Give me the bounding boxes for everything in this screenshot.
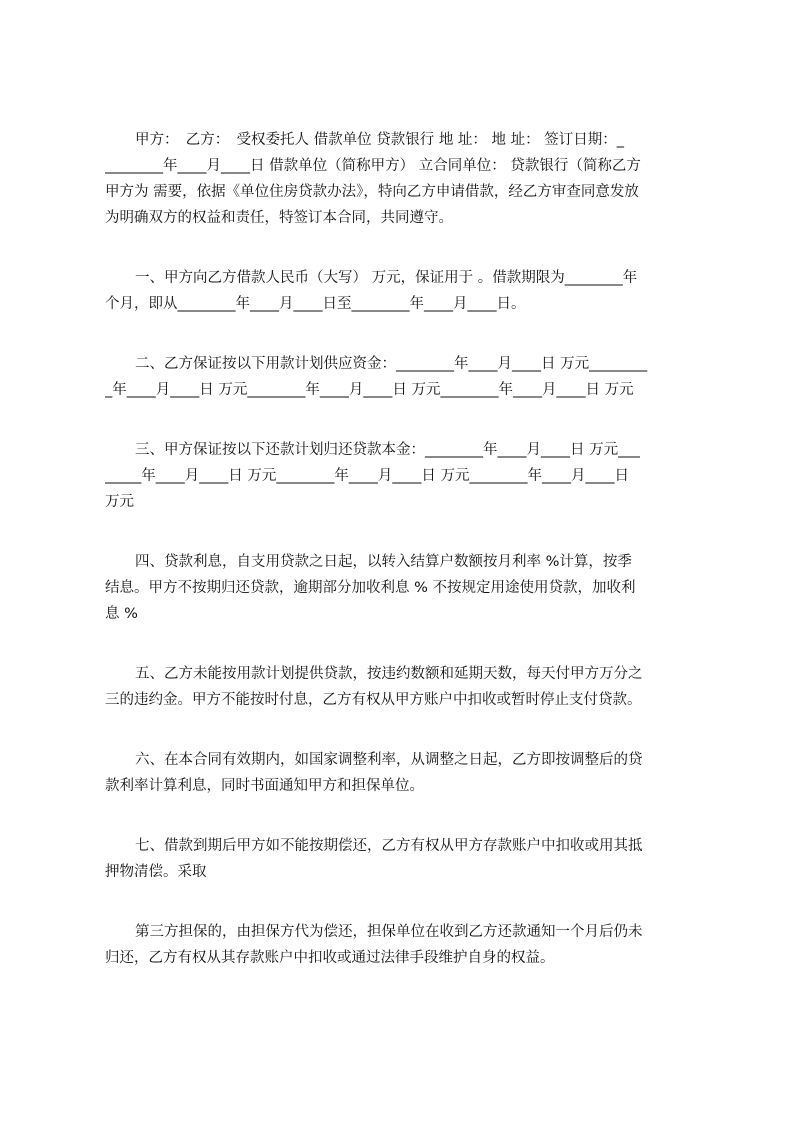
text-line: 个月，即从________年____月____日至________年____月____日。 bbox=[105, 296, 526, 312]
paragraph-gap bbox=[105, 317, 701, 351]
paragraph-clause-1 bbox=[105, 265, 701, 317]
paragraph-guarantee bbox=[105, 919, 701, 971]
paragraph-gap bbox=[105, 231, 701, 265]
contract-body bbox=[105, 127, 701, 971]
text-line: 一、甲方向乙方借款人民币（大写） 万元，保证用于 。借款期限为________年 bbox=[135, 270, 638, 286]
paragraph-parties bbox=[105, 127, 701, 231]
paragraph-gap bbox=[105, 627, 701, 661]
paragraph-gap bbox=[105, 713, 701, 747]
paragraph-clause-3 bbox=[105, 437, 701, 515]
text-line: 归还，乙方有权从其存款账户中扣收或通过法律手段维护自身的权益。 bbox=[105, 950, 555, 966]
text-line: 二、乙方保证按以下用款计划供应资金：________年____月____日 万元________ bbox=[135, 356, 648, 372]
paragraph-clause-4 bbox=[105, 549, 701, 627]
text-line: 六、在本合同有效期内，如国家调整利率，从调整之日起，乙方即按调整后的贷 bbox=[135, 752, 643, 768]
paragraph-clause-6 bbox=[105, 747, 701, 799]
text-line: 万元 bbox=[105, 494, 134, 510]
text-line: 押物清偿。采取 bbox=[105, 864, 207, 880]
text-line: 甲方为 需要，依据《单位住房贷款办法》，特向乙方申请借款，经乙方审查同意发放 bbox=[105, 184, 639, 200]
paragraph-gap bbox=[105, 403, 701, 437]
text-line: 第三方担保的，由担保方代为偿还，担保单位在收到乙方还款通知一个月后仍未 bbox=[135, 924, 643, 940]
text-line: 四、贷款利息，自支用贷款之日起，以转入结算户数额按月利率 %计算，按季 bbox=[135, 554, 632, 570]
paragraph-gap bbox=[105, 515, 701, 549]
paragraph-gap bbox=[105, 799, 701, 833]
text-line: 款利率计算利息，同时书面通知甲方和担保单位。 bbox=[105, 778, 424, 794]
text-line: 七、借款到期后甲方如不能按期偿还，乙方有权从甲方存款账户中扣收或用其抵 bbox=[135, 838, 643, 854]
text-line: 为明确双方的权益和责任，特签订本合同，共同遵守。 bbox=[105, 210, 453, 226]
paragraph-gap bbox=[105, 885, 701, 919]
paragraph-clause-7 bbox=[105, 833, 701, 885]
text-line: 五、乙方未能按用款计划提供贷款，按违约数额和延期天数，每天付甲方万分之 bbox=[135, 666, 643, 682]
text-line: 结息。甲方不按期归还贷款，逾期部分加收利息 % 不按规定用途使用贷款，加收利 bbox=[105, 580, 636, 596]
text-line: 三、甲方保证按以下还款计划归还贷款本金：________年____月____日 万元___ bbox=[135, 442, 640, 458]
text-line: 三的违约金。甲方不能按时付息，乙方有权从甲方账户中扣收或暂时停止支付贷款。 bbox=[105, 692, 642, 708]
paragraph-clause-2 bbox=[105, 351, 701, 403]
text-line: 甲方： 乙方： 受权委托人 借款单位 贷款银行 地 址： 地 址： 签订日期：_ bbox=[135, 132, 625, 148]
text-line: _____年____月____日 万元________年____月____日 万元________年____月____日 bbox=[105, 468, 629, 484]
text-line: ________年____月____日 借款单位（简称甲方） 立合同单位： 贷款银行（简称乙方 bbox=[105, 158, 641, 174]
paragraph-clause-5 bbox=[105, 661, 701, 713]
text-line: 息 % bbox=[105, 606, 138, 622]
text-line: _年____月____日 万元________年____月____日 万元________年____月____日 万元 bbox=[105, 382, 634, 398]
